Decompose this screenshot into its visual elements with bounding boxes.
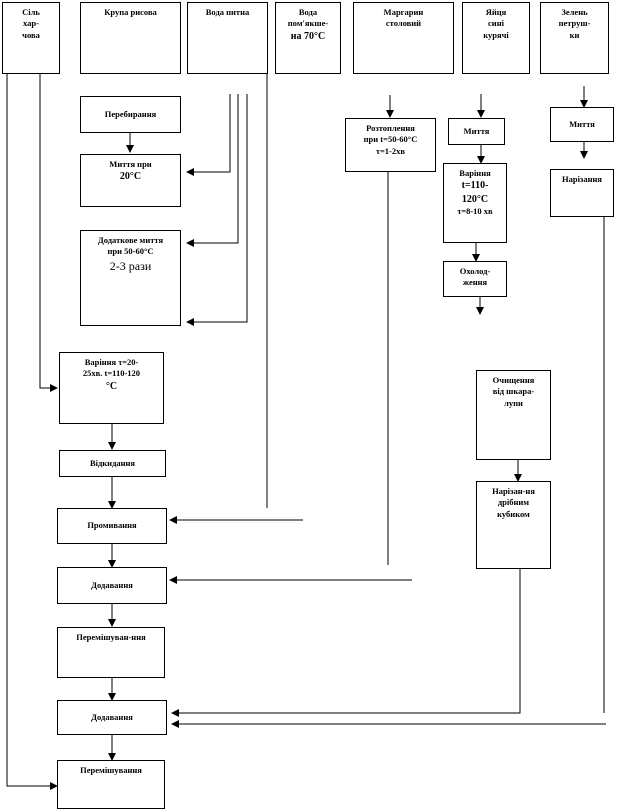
line-water-to-wash20 [187, 94, 230, 172]
step-sort-label: Перебирання [104, 108, 157, 119]
step-add2 [57, 700, 167, 735]
step-add1 [57, 567, 167, 604]
input-eggs-line-2: сині [488, 18, 504, 29]
step-egg-peel-line-3: лупи [504, 397, 523, 408]
input-greens-line-2: петруш- [558, 18, 591, 29]
step-egg-peel-line-1: Очищення [492, 375, 535, 385]
input-salt-line-1: Сіль [22, 7, 40, 17]
input-water-soft-line-1: Вода [298, 7, 318, 17]
step-rinse-label: Промивання [87, 520, 137, 531]
input-rice [80, 2, 181, 74]
input-water-soft [275, 2, 341, 74]
step-drain-label: Відкидання [89, 457, 136, 468]
step-greens-wash [550, 107, 614, 142]
step-egg-cut-line-2: дрібним [497, 497, 530, 508]
step-wash20 [80, 154, 181, 207]
input-greens-line-1: Зелень [561, 7, 588, 17]
step-wash50-line-3: 2-3 рази [109, 258, 152, 273]
step-egg-cool [443, 261, 507, 297]
step-greens-cut [550, 169, 614, 217]
step-wash50-line-1: Додаткове миття [97, 235, 164, 245]
line-egg-to-add2 [172, 569, 520, 713]
step-mix1 [57, 627, 165, 678]
step-mix2-label: Перемішування [80, 765, 142, 775]
step-greens-cut-label: Нарізання [561, 174, 602, 184]
step-egg-boil-line-3: 120°С [461, 193, 489, 205]
step-melt-line-3: τ=1-2хв [376, 145, 405, 156]
step-drain [59, 450, 166, 477]
input-eggs [462, 2, 530, 74]
step-egg-boil-line-4: τ=8-10 хв [457, 206, 493, 217]
line-salt-to-mix2 [7, 74, 57, 786]
step-wash20-line-2: 20°С [119, 171, 142, 183]
step-egg-boil-line-2: t=110- [461, 180, 489, 192]
step-wash50 [80, 230, 181, 326]
step-egg-cut-line-1: Нарізан-ня [492, 486, 535, 496]
step-egg-boil-line-1: Варіння [459, 168, 491, 178]
input-salt-line-3: чова [22, 29, 40, 40]
input-salt-line-2: хар- [23, 18, 39, 29]
step-boil-rice-line-3: °С [105, 380, 118, 392]
step-mix1-label: Перемішуван-ння [76, 632, 146, 642]
step-egg-cut [476, 481, 551, 569]
step-egg-cool-line-2: ження [462, 277, 488, 288]
step-melt-line-1: Розтоплення [366, 123, 415, 133]
step-egg-cut-line-3: кубиком [497, 508, 530, 519]
input-salt [2, 2, 60, 74]
step-wash50-line-2: при 50-60°С [107, 246, 154, 257]
step-sort [80, 96, 181, 133]
input-water-soft-line-2: пом'якше- [287, 18, 329, 29]
step-egg-peel [476, 370, 551, 460]
step-egg-cool-line-1: Охолод- [459, 266, 491, 276]
input-greens-line-3: ки [569, 29, 580, 40]
step-egg-boil [443, 163, 507, 243]
line-salt-to-boil [40, 74, 57, 388]
input-eggs-line-3: курячі [483, 29, 509, 40]
step-melt-line-2: при t=50-60°С [363, 134, 418, 145]
step-greens-wash-label: Миття [569, 118, 595, 129]
input-water-soft-line-3: на 70°С [290, 30, 326, 42]
step-egg-wash [448, 118, 505, 145]
step-melt [345, 118, 436, 172]
step-rinse [57, 508, 167, 544]
input-rice-label: Крупа рисова [104, 7, 157, 17]
input-margarine [353, 2, 454, 74]
step-egg-peel-line-2: від шкара- [492, 386, 535, 397]
step-boil-rice [59, 352, 164, 424]
step-wash20-line-1: Миття при [109, 159, 152, 169]
input-margarine-line-1: Маргарин [383, 7, 424, 17]
step-boil-rice-line-2: 25хв. t=110-120 [82, 368, 141, 379]
step-mix2 [57, 760, 165, 809]
step-add2-label: Додавання [91, 711, 133, 722]
input-water-drink-label: Вода питна [205, 7, 250, 17]
step-add1-label: Додавання [91, 579, 133, 590]
step-boil-rice-line-1: Варіння τ=20- [84, 357, 139, 367]
input-margarine-line-2: столовий [385, 18, 422, 29]
input-water-drink [187, 2, 268, 74]
input-greens [540, 2, 609, 74]
input-eggs-line-1: Яйця [485, 7, 507, 17]
step-egg-wash-label: Миття [463, 125, 490, 136]
